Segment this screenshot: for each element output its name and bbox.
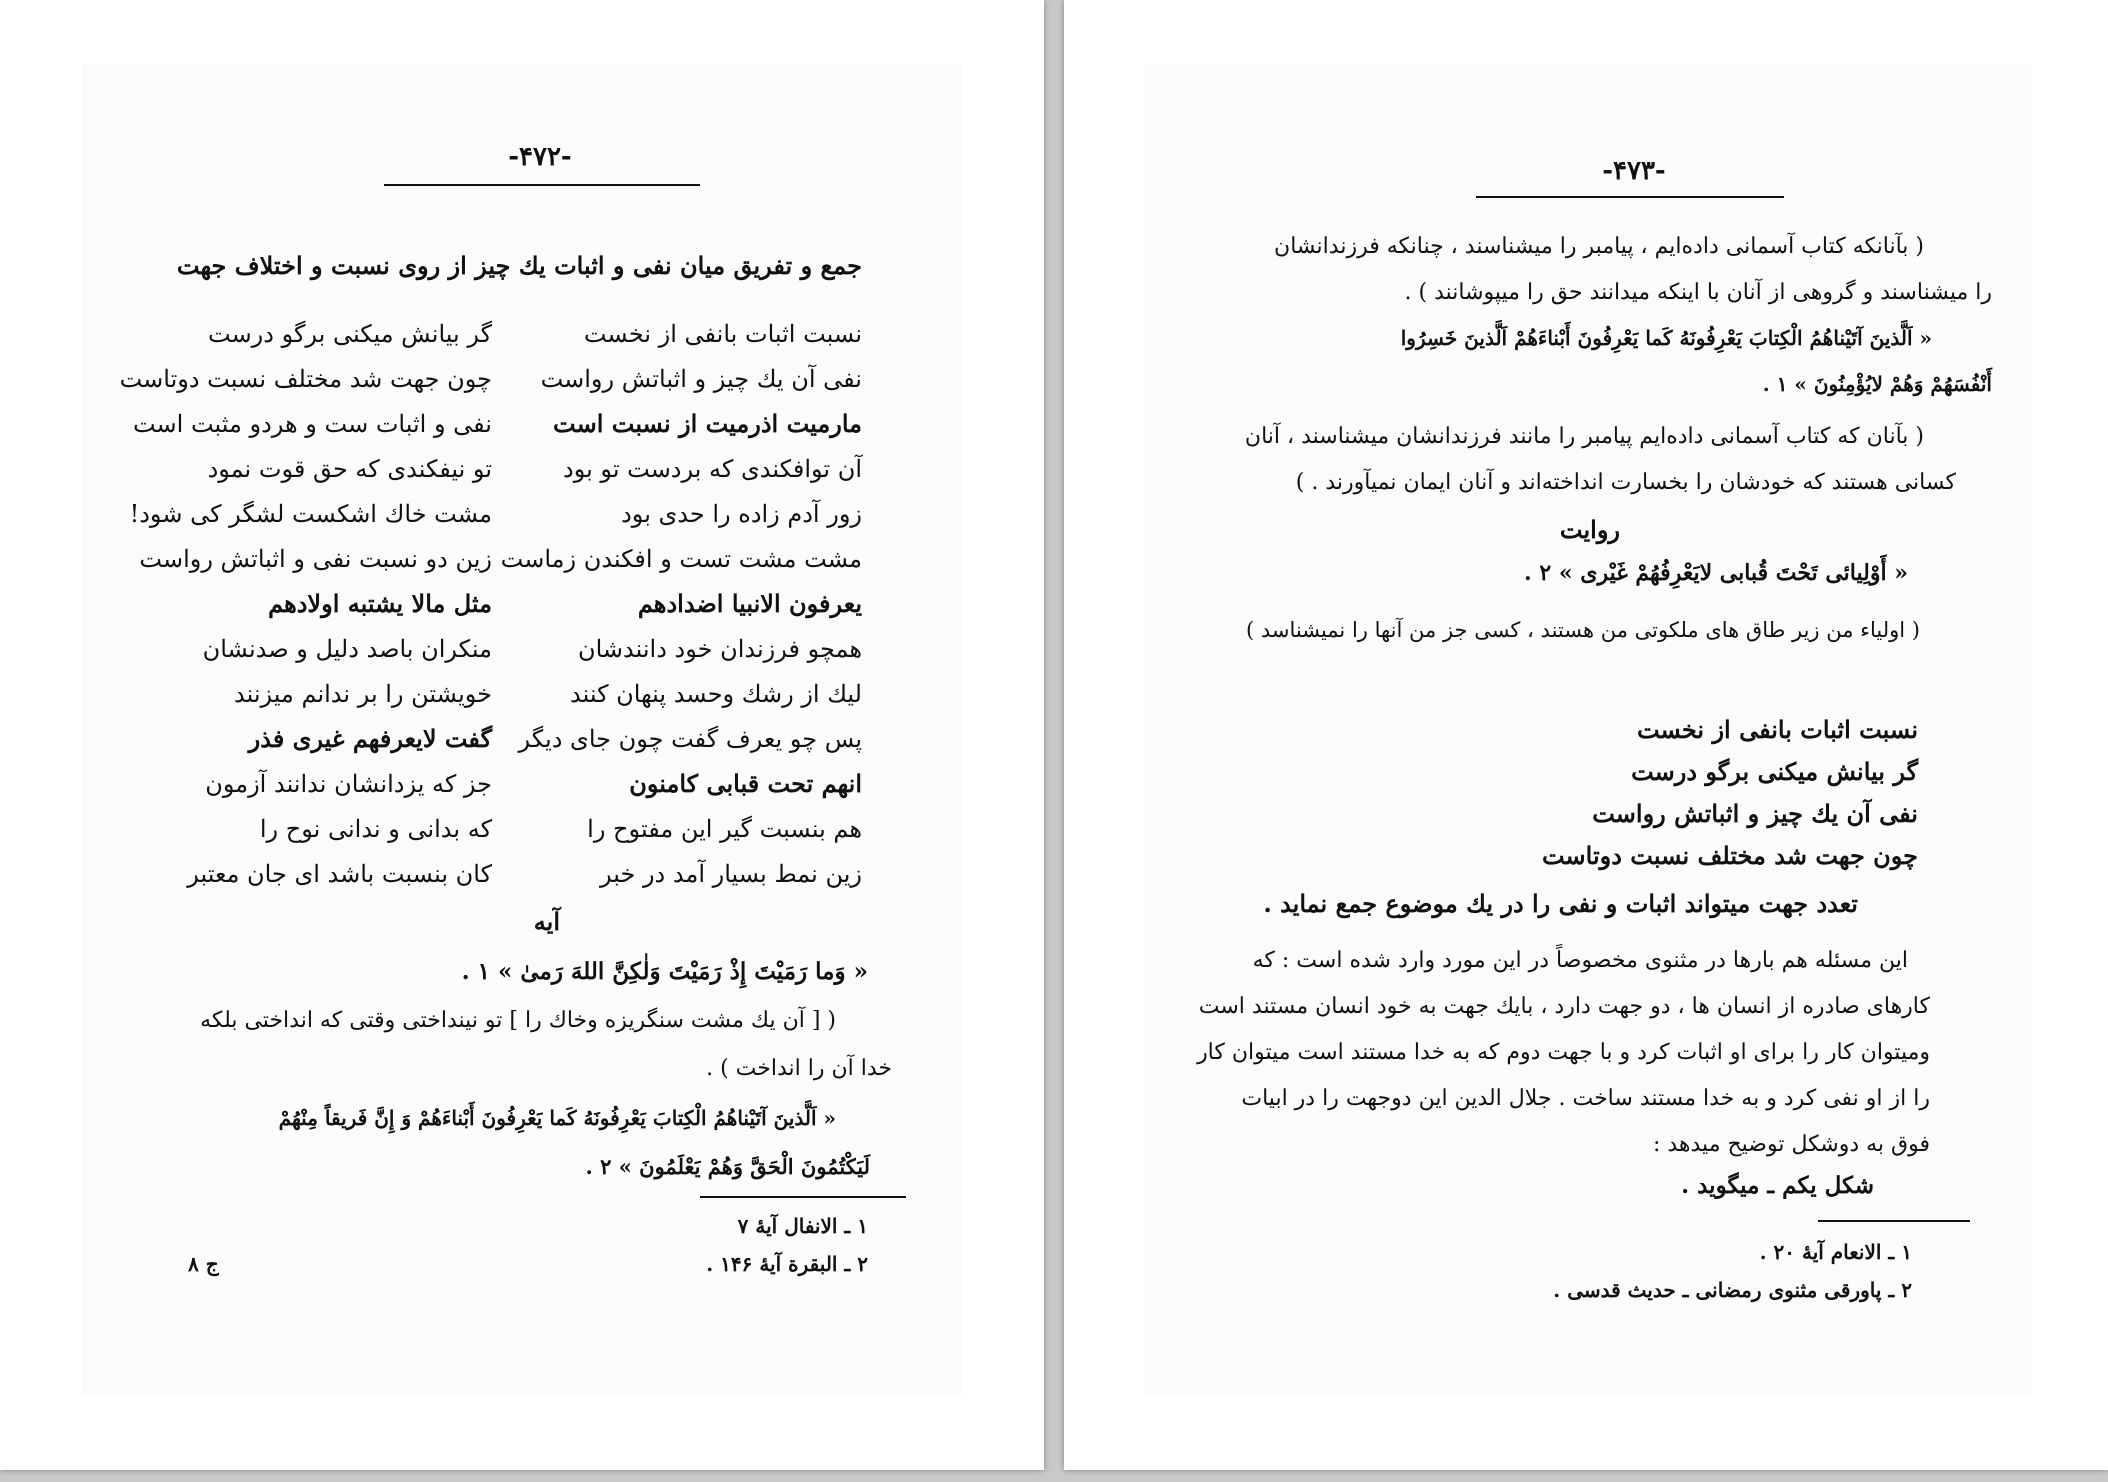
- hemistich-left: نفی و اثبات ست و هردو مثبت است: [132, 410, 492, 438]
- aye-label: آیه: [533, 907, 560, 936]
- section-heading: جمع و تفریق میان نفی و اثبات یك چیز از روی نسبت و اختلاف جهت: [176, 251, 862, 280]
- paragraph-line: را از او نفی کرد و به خدا مستند ساخت . جلال الدین این دوجهت را در ابیات: [1241, 1086, 1930, 1111]
- hemistich-right: انهم تحت قبابی کامنون: [629, 769, 862, 798]
- footnote: ۱ ـ الانعام آیهٔ ۲۰ .: [1759, 1240, 1912, 1264]
- hemistich-right: هم بنسبت گیر این مفتوح را: [587, 815, 862, 843]
- page-472: [0, 0, 1044, 1470]
- paragraph-line: ( بآنان که کتاب آسمانی داده‌ایم پیامبر را مانند فرزندانشان میشناسند ، آنان: [1244, 424, 1924, 449]
- page-number: -۴۷۲-: [508, 142, 572, 172]
- hemistich-right: مارمیت اذرمیت از نسبت است: [553, 409, 862, 438]
- verse-line: نسبت اثبات بانفی از نخست: [1636, 715, 1918, 744]
- hemistich-right: زور آدم زاده را حدی بود: [621, 500, 862, 528]
- paragraph-line: ومیتوان کار را برای او اثبات کرد و با جهت دوم که به خدا مستند است میتوان کار: [1197, 1040, 1930, 1065]
- hemistich-left: کان بنسبت باشد ای جان معتبر: [187, 860, 492, 888]
- page-number-rule: [384, 184, 700, 186]
- quran-verse: « اَلَّذینَ آتَیْناهُمُ الْکِتابَ یَعْرِفُونَهُ کَما یَعْرِفُونَ أَبْناءَهُمْ وَ إِنَّ فَریقاً مِنْهُمْ: [278, 1106, 836, 1130]
- paragraph-line: کارهای صادره از انسان ها ، دو جهت دارد ، بایك جهت به خود انسان مستند است: [1198, 994, 1930, 1019]
- footnote: ۱ ـ الانفال آیهٔ ۷: [737, 1214, 868, 1238]
- translation-line: خدا آن را انداخت ) .: [706, 1056, 892, 1081]
- conclusion-statement: تعدد جهت میتواند اثبات و نفی را در یك موضوع جمع نماید .: [1263, 889, 1858, 918]
- hemistich-left: جز که یزدانشان ندانند آزمون: [205, 770, 492, 798]
- signature-mark: ج ۸: [188, 1252, 219, 1276]
- hemistich-left: خویشتن را بر ندانم میزنند: [234, 680, 492, 708]
- hemistich-left: تو نیفکندی که حق قوت نمود: [207, 455, 492, 483]
- paragraph-line: این مسئله هم بارها در مثنوی مخصوصاً در این مورد وارد شده است : که: [1252, 948, 1908, 973]
- paragraph-line: را میشناسند و گروهی از آنان با اینکه میدانند حق را میپوشانند ) .: [1404, 280, 1992, 305]
- quran-verse: لَیَکْتُمُونَ الْحَقَّ وَهُمْ یَعْلَمُونَ » ۲ .: [585, 1154, 870, 1179]
- hemistich-right: زین نمط بسیار آمد در خبر: [600, 860, 862, 888]
- hemistich-right: نسبت اثبات بانفی از نخست: [583, 320, 862, 348]
- hadith-text: « أَوْلِیائی تَحْتَ قُبابی لایَعْرِفُهُمْ غَیْری » ۲ .: [1524, 560, 1908, 586]
- page-473: [1064, 0, 2108, 1470]
- paragraph-line: ( بآنانکه کتاب آسمانی داده‌ایم ، پیامبر را میشناسند ، چنانکه فرزندانشان: [1274, 234, 1924, 259]
- verse-line: چون جهت شد مختلف نسبت دوتاست: [1541, 841, 1918, 870]
- hemistich-left: مثل مالا یشتبه اولادهم: [268, 589, 492, 618]
- riwayat-label: روایت: [1559, 515, 1620, 544]
- hemistich-left: زین دو نسبت نفی و اثباتش رواست: [139, 545, 492, 573]
- footnote-rule: [700, 1196, 906, 1198]
- verse-line: گر بیانش میکنی برگو درست: [1631, 757, 1918, 786]
- page-number: -۴۷۳-: [1602, 156, 1666, 186]
- paragraph-line: فوق به دوشکل توضیح میدهد :: [1652, 1132, 1930, 1157]
- hemistich-right: همچو فرزندان خود دانندشان: [577, 635, 862, 663]
- hemistich-left: مشت خاك اشکست لشگر کی شود!: [129, 500, 492, 528]
- paragraph-line: کسانی هستند که خودشان را بخسارت انداخته‌اند و آنان ایمان نمیآورند . ): [1295, 470, 1956, 495]
- hemistich-right: مشت مشت تست و افکندن زماست: [500, 545, 862, 573]
- hemistich-right: نفی آن یك چیز و اثباتش رواست: [540, 365, 862, 393]
- translation-line: ( [ آن یك مشت سنگریزه وخاك را ] تو نینداختی وقتی که انداختی بلکه: [200, 1008, 836, 1033]
- footnote: ۲ ـ پاورقی مثنوی رمضانی ـ حدیث قدسی .: [1553, 1278, 1912, 1302]
- hemistich-left: گر بیانش میکنی برگو درست: [208, 320, 492, 348]
- hemistich-right: لیك از رشك وحسد پنهان کنند: [570, 680, 862, 708]
- hemistich-right: یعرفون الانبیا اضدادهم: [637, 589, 862, 618]
- hadith-translation: ( اولیاء من زیر طاق های ملکوتی من هستند ، کسی جز من آنها را نمیشناسد ): [1246, 618, 1920, 642]
- hemistich-left: گفت لایعرفهم غیری فذر: [248, 724, 492, 753]
- shape-one-label: شکل یکم ـ میگوید .: [1681, 1172, 1874, 1199]
- hemistich-left: چون جهت شد مختلف نسبت دوتاست: [119, 365, 492, 393]
- hemistich-right: آن توافکندی که بردست تو بود: [563, 455, 862, 483]
- footnote: ۲ ـ البقرة آیهٔ ۱۴۶ .: [706, 1252, 868, 1276]
- hemistich-right: پس چو یعرف گفت چون جای دیگر: [518, 725, 862, 753]
- footnote-rule: [1818, 1220, 1970, 1222]
- hemistich-left: که بدانی و ندانی نوح را: [259, 815, 492, 843]
- hemistich-left: منکران باصد دلیل و صدنشان: [202, 635, 492, 663]
- quran-verse: « اَلَّذینَ آتَیْناهُمُ الْکِتابَ یَعْرِفُونَهُ کَما یَعْرِفُونَ أَبْناءَهُمْ اَلَّذینَ خَسِرُوا: [1400, 326, 1932, 350]
- quran-verse: « وَما رَمَیْتَ إِذْ رَمَیْتَ وَلٰکِنَّ اللهَ رَمیٰ » ۱ .: [461, 958, 868, 985]
- verse-line: نفی آن یك چیز و اثباتش رواست: [1592, 799, 1918, 828]
- page-number-rule: [1476, 196, 1784, 198]
- quran-verse: أَنْفُسَهُمْ وَهُمْ لایُؤْمِنُونَ » ۱ .: [1762, 372, 1992, 396]
